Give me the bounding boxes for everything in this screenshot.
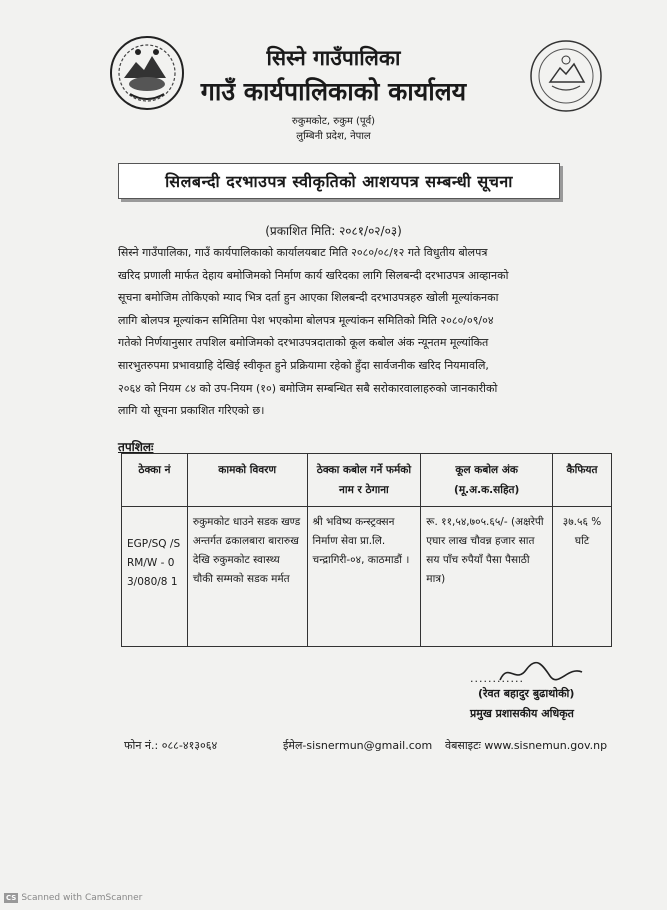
body-line: खरिद प्रणाली मार्फत देहाय बमोजिमको निर्माण कार्य खरिदका लागि सिलबन्दी दरभाउपत्र आव्हानको <box>118 268 509 282</box>
notice-title: सिलबन्दी दरभाउपत्र स्वीकृतिको आशयपत्र सम्बन्धी सूचना <box>165 172 513 191</box>
camscanner-badge: CS <box>6 894 17 902</box>
municipality-name: सिस्ने गाउँपालिका <box>266 46 401 70</box>
cell-firm: श्री भविष्य कन्स्ट्रक्सन निर्माण सेवा प्रा.लि. चन्द्रागिरी-०४, काठमाडौं । <box>307 507 421 647</box>
footer-email: ईमेल-sisnermun@gmail.com <box>283 739 433 752</box>
notice-body <box>118 242 606 423</box>
body-line: लागि बोलपत्र मूल्यांकन समितिमा पेश भएकोमा बोलपत्र मूल्यांकन समितिको मिति २०८०/०९/०४ <box>118 313 494 327</box>
scanner-watermark <box>4 893 142 903</box>
header-contract-no: ठेक्का नं <box>122 454 188 507</box>
table-row <box>122 507 612 647</box>
body-line: सूचना बमोजिम तोकिएको म्याद भित्र दर्ता हुन आएका शिलबन्दी दरभाउपत्रहरु खोली मूल्यांकनका <box>118 291 499 305</box>
cell-description: रुकुमकोट धाउने सडक खण्ड अन्तर्गत ढकालबारा बारारुख देखि रुकुमकोट स्वास्थ्य चौकी सम्मको सडक मर्मत <box>187 507 307 647</box>
body-line: लागि यो सूचना प्रकाशित गरिएको छ। <box>118 404 265 418</box>
notice-title-banner <box>118 163 560 199</box>
address-line-1: रुकुमकोट, रुकुम (पूर्व) <box>291 116 376 127</box>
signatory-title: प्रमुख प्रशासकीय अधिकृत <box>470 707 574 720</box>
body-line: सिस्ने गाउँपालिका, गाउँ कार्यपालिकाको कार्यालयबाट मिति २०८०/०८/१२ गते विधुतीय बोलपत्र <box>118 246 488 259</box>
schedule-label: तपशिलः <box>118 440 154 454</box>
body-line: गतेको निर्णयानुसार तपशिल बमोजिमको दरभाउपत्रदाताको कूल कबोल अंक न्यूनतम मूल्यांकित <box>118 336 489 350</box>
cell-amount: रू. ११,५४,७०५.६५/- (अक्षरेपी एघार लाख चौवन्न हजार सात सय पाँच रुपैयाँ पैसा पैसाठी मात्र) <box>421 507 553 647</box>
table-header-row <box>122 454 612 507</box>
signatory-name: (रेवत बहादुर बुढाथोकी) <box>478 687 575 700</box>
signature-line: ............ <box>470 672 524 685</box>
body-line: सारभुतरुपमा प्रभावग्राहि देखिई स्वीकृत हुने प्रक्रियामा रहेको हुँदा सार्वजनीक खरिद नियमावलि, <box>118 358 489 372</box>
footer-website: वेबसाइटः www.sisnemun.gov.np <box>445 739 608 752</box>
cell-contract-no: EGP/SQ /SRM/W - 03/080/8 1 <box>122 507 188 647</box>
header-firm: ठेक्का कबोल गर्ने फर्मको नाम र ठेगाना <box>307 454 421 507</box>
office-name: गाउँ कार्यपालिकाको कार्यालय <box>200 77 467 106</box>
cell-remarks: ३७.५६ % घटि <box>553 507 612 647</box>
camscanner-text: Scanned with CamScanner <box>21 893 143 903</box>
header-description: कामको विवरण <box>187 454 307 507</box>
contract-table <box>121 453 612 647</box>
footer-phone: फोन नं.: ०८८-४१३०६४ <box>124 739 218 752</box>
published-date: (प्रकाशित मिति: २०८१/०२/०३) <box>265 224 402 238</box>
header-amount: कूल कबोल अंक (मू.अ.क.सहित) <box>421 454 553 507</box>
address-line-2: लुम्बिनी प्रदेश, नेपाल <box>296 131 371 142</box>
body-line: २०६४ को नियम ८४ को उप-नियम (१०) बमोजिम सम्बन्धित सबै सरोकारवालाहरुको जानकारीको <box>118 381 498 395</box>
header-remarks: कैफियत <box>553 454 612 507</box>
